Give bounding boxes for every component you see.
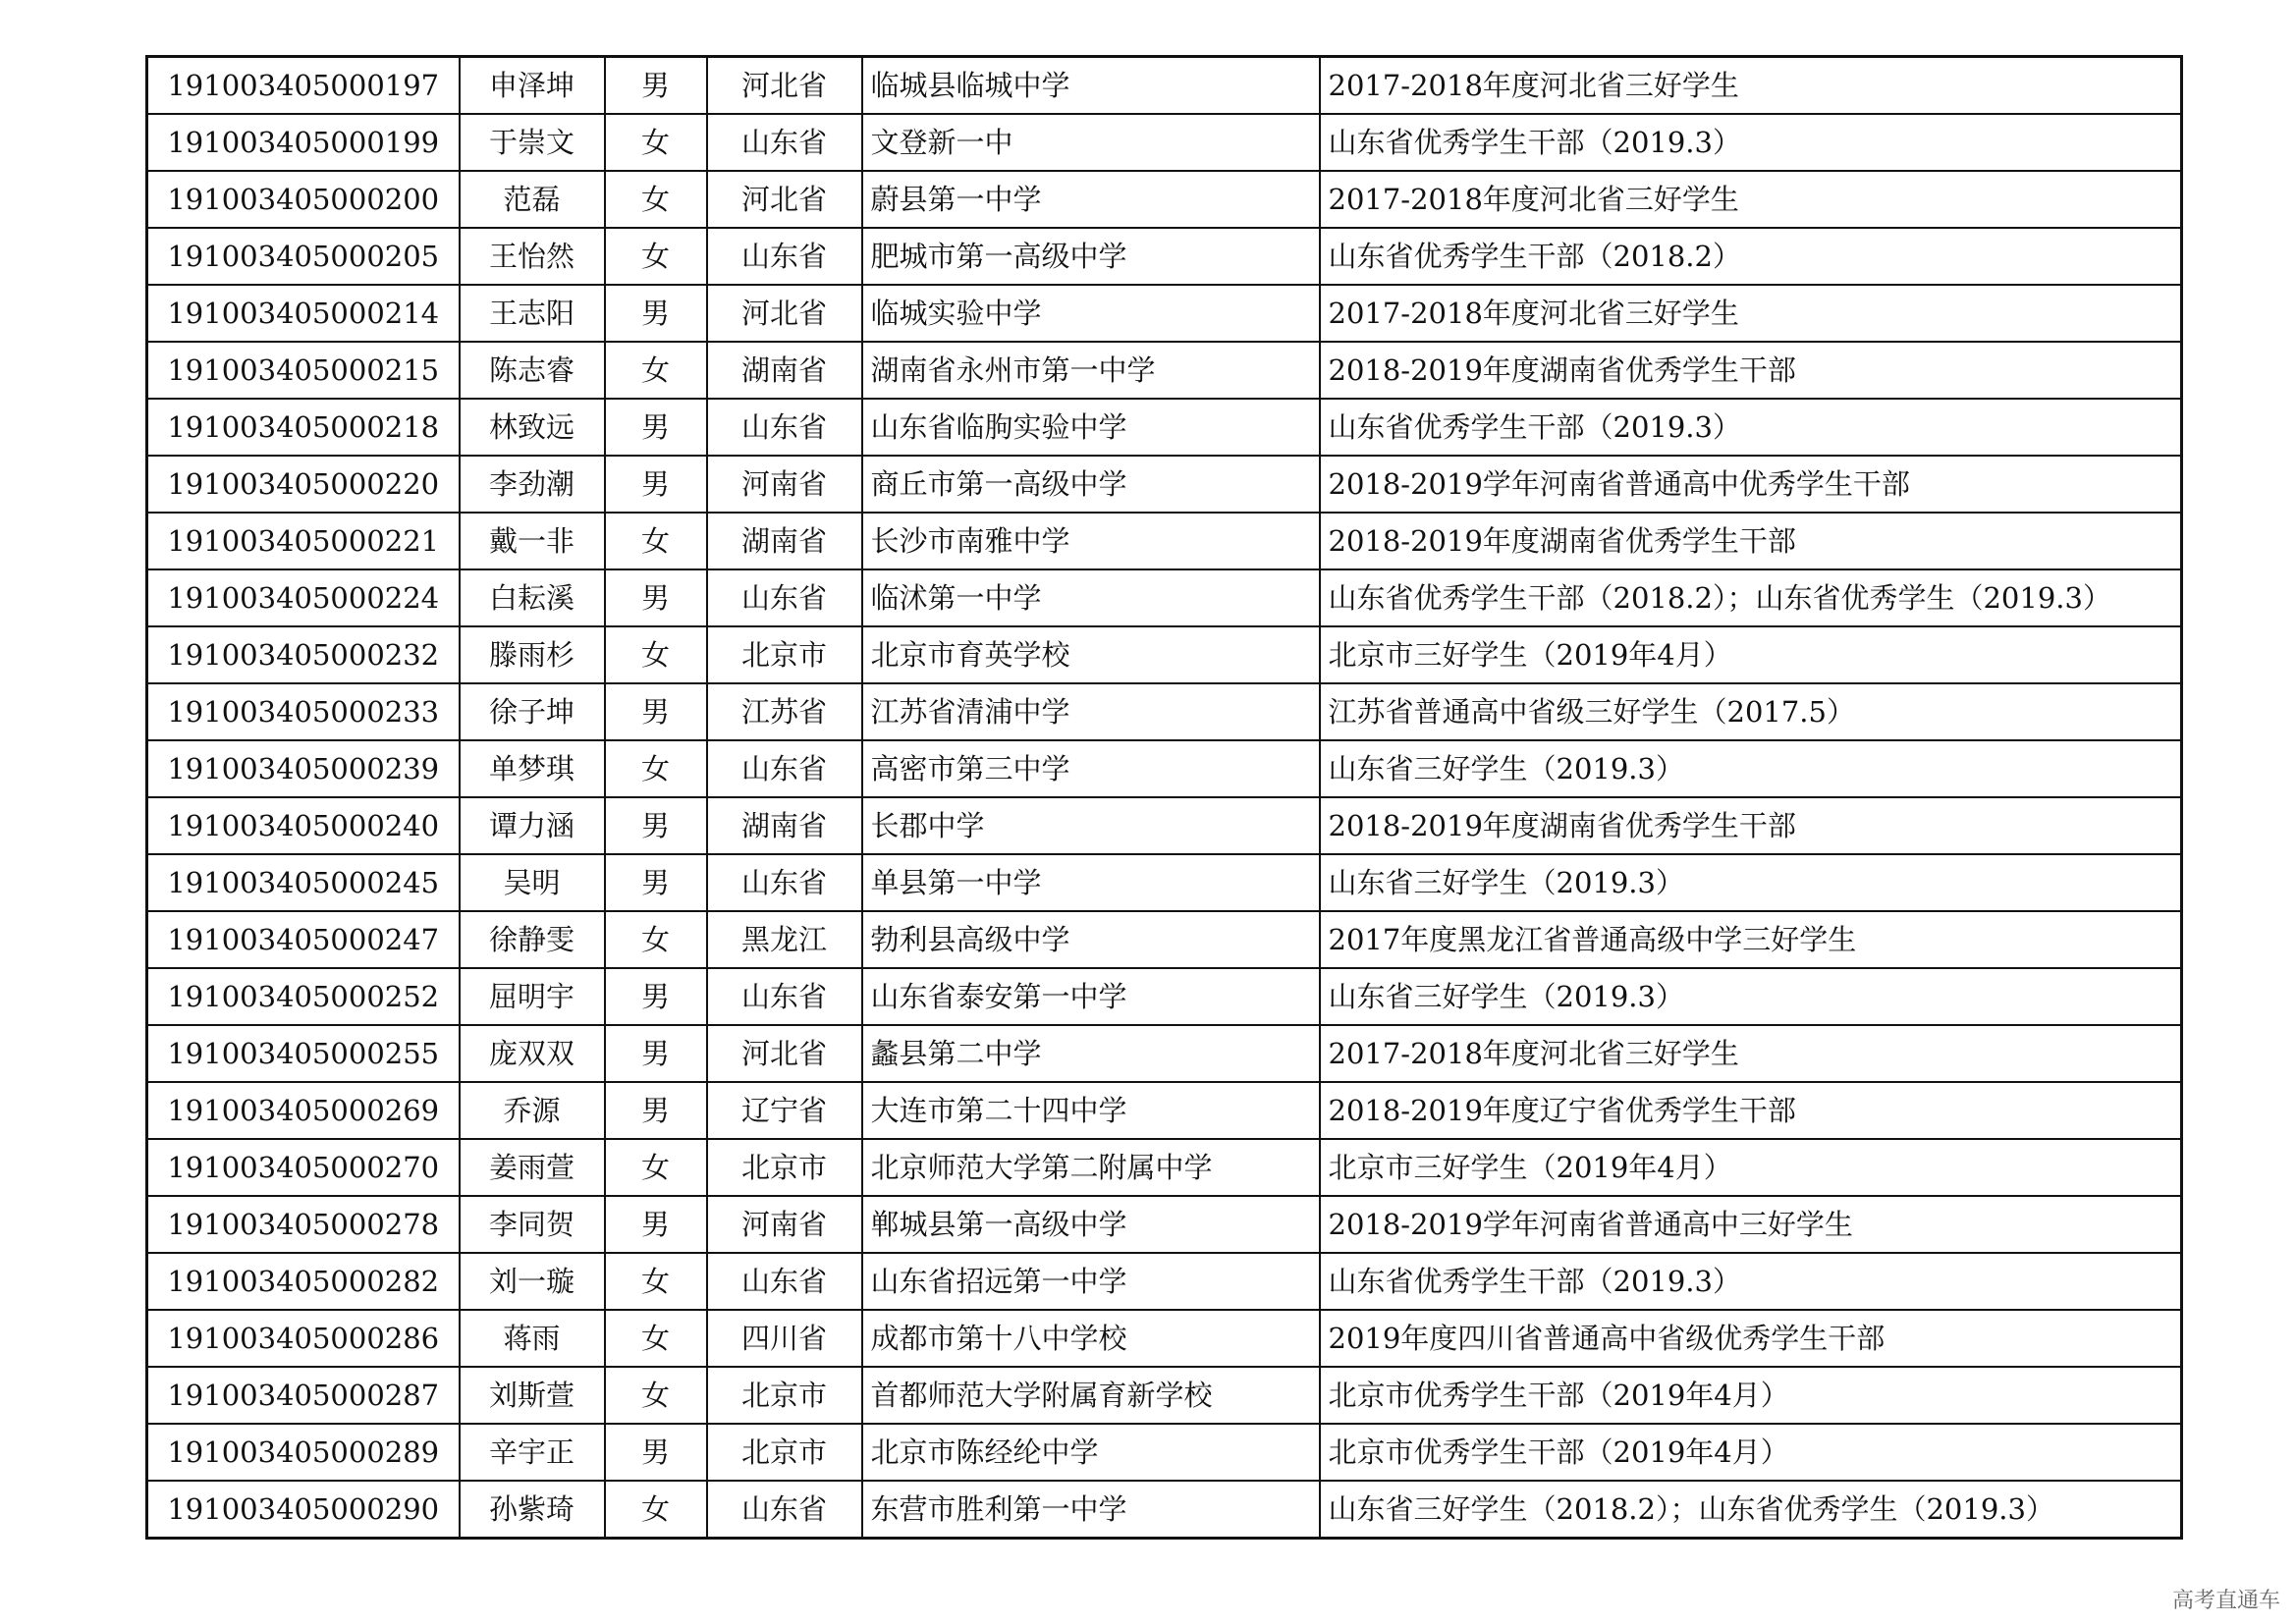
province-cell: 河南省 bbox=[707, 1196, 862, 1253]
school-cell: 勃利县高级中学 bbox=[862, 911, 1320, 968]
student-id-cell: 191003405000269 bbox=[147, 1082, 460, 1139]
province-cell: 北京市 bbox=[707, 626, 862, 683]
province-cell: 河北省 bbox=[707, 171, 862, 228]
table-row bbox=[147, 399, 2182, 456]
gender-cell: 女 bbox=[605, 1481, 707, 1539]
student-id-cell: 191003405000220 bbox=[147, 456, 460, 513]
school-cell: 山东省临朐实验中学 bbox=[862, 399, 1320, 456]
student-id-cell: 191003405000199 bbox=[147, 114, 460, 171]
gender-cell: 男 bbox=[605, 285, 707, 342]
school-cell: 商丘市第一高级中学 bbox=[862, 456, 1320, 513]
award-cell: 2018-2019年度湖南省优秀学生干部 bbox=[1320, 342, 2182, 399]
province-cell: 北京市 bbox=[707, 1424, 862, 1481]
student-id-cell: 191003405000214 bbox=[147, 285, 460, 342]
gender-cell: 女 bbox=[605, 513, 707, 569]
student-id-cell: 191003405000218 bbox=[147, 399, 460, 456]
school-cell: 大连市第二十四中学 bbox=[862, 1082, 1320, 1139]
award-cell: 北京市优秀学生干部（2019年4月） bbox=[1320, 1424, 2182, 1481]
gender-cell: 女 bbox=[605, 626, 707, 683]
gender-cell: 女 bbox=[605, 911, 707, 968]
award-cell: 2018-2019年度湖南省优秀学生干部 bbox=[1320, 513, 2182, 569]
province-cell: 辽宁省 bbox=[707, 1082, 862, 1139]
student-id-cell: 191003405000224 bbox=[147, 569, 460, 626]
school-cell: 郸城县第一高级中学 bbox=[862, 1196, 1320, 1253]
province-cell: 北京市 bbox=[707, 1139, 862, 1196]
student-name-cell: 刘斯萱 bbox=[460, 1367, 605, 1424]
school-cell: 山东省泰安第一中学 bbox=[862, 968, 1320, 1025]
table-row bbox=[147, 456, 2182, 513]
province-cell: 湖南省 bbox=[707, 797, 862, 854]
province-cell: 北京市 bbox=[707, 1367, 862, 1424]
student-id-cell: 191003405000270 bbox=[147, 1139, 460, 1196]
school-cell: 北京市育英学校 bbox=[862, 626, 1320, 683]
province-cell: 湖南省 bbox=[707, 342, 862, 399]
gender-cell: 女 bbox=[605, 740, 707, 797]
province-cell: 山东省 bbox=[707, 968, 862, 1025]
gender-cell: 女 bbox=[605, 1367, 707, 1424]
award-cell: 山东省三好学生（2018.2）；山东省优秀学生（2019.3） bbox=[1320, 1481, 2182, 1539]
province-cell: 河南省 bbox=[707, 456, 862, 513]
table-row bbox=[147, 513, 2182, 569]
student-id-cell: 191003405000287 bbox=[147, 1367, 460, 1424]
province-cell: 湖南省 bbox=[707, 513, 862, 569]
award-cell: 北京市优秀学生干部（2019年4月） bbox=[1320, 1367, 2182, 1424]
student-name-cell: 庞双双 bbox=[460, 1025, 605, 1082]
student-id-cell: 191003405000205 bbox=[147, 228, 460, 285]
student-name-cell: 于崇文 bbox=[460, 114, 605, 171]
award-cell: 2017-2018年度河北省三好学生 bbox=[1320, 1025, 2182, 1082]
province-cell: 山东省 bbox=[707, 1253, 862, 1310]
watermark: 高考直通车 bbox=[2171, 1589, 2280, 1613]
province-cell: 山东省 bbox=[707, 569, 862, 626]
student-name-cell: 乔源 bbox=[460, 1082, 605, 1139]
student-id-cell: 191003405000286 bbox=[147, 1310, 460, 1367]
student-name-cell: 白耘溪 bbox=[460, 569, 605, 626]
student-name-cell: 李同贺 bbox=[460, 1196, 605, 1253]
gender-cell: 男 bbox=[605, 57, 707, 115]
student-name-cell: 屈明宇 bbox=[460, 968, 605, 1025]
student-name-cell: 王怡然 bbox=[460, 228, 605, 285]
school-cell: 长郡中学 bbox=[862, 797, 1320, 854]
student-id-cell: 191003405000232 bbox=[147, 626, 460, 683]
province-cell: 河北省 bbox=[707, 1025, 862, 1082]
student-id-cell: 191003405000289 bbox=[147, 1424, 460, 1481]
gender-cell: 女 bbox=[605, 1139, 707, 1196]
student-id-cell: 191003405000252 bbox=[147, 968, 460, 1025]
school-cell: 蠡县第二中学 bbox=[862, 1025, 1320, 1082]
student-id-cell: 191003405000290 bbox=[147, 1481, 460, 1539]
table-row bbox=[147, 1367, 2182, 1424]
school-cell: 蔚县第一中学 bbox=[862, 171, 1320, 228]
school-cell: 湖南省永州市第一中学 bbox=[862, 342, 1320, 399]
award-cell: 江苏省普通高中省级三好学生（2017.5） bbox=[1320, 683, 2182, 740]
school-cell: 临城县临城中学 bbox=[862, 57, 1320, 115]
award-cell: 2018-2019年度湖南省优秀学生干部 bbox=[1320, 797, 2182, 854]
award-cell: 山东省三好学生（2019.3） bbox=[1320, 740, 2182, 797]
province-cell: 江苏省 bbox=[707, 683, 862, 740]
table-row bbox=[147, 342, 2182, 399]
table-body bbox=[147, 57, 2182, 1539]
table-row bbox=[147, 740, 2182, 797]
student-id-cell: 191003405000197 bbox=[147, 57, 460, 115]
table-row bbox=[147, 797, 2182, 854]
award-cell: 2017-2018年度河北省三好学生 bbox=[1320, 285, 2182, 342]
table-row bbox=[147, 228, 2182, 285]
award-cell: 2019年度四川省普通高中省级优秀学生干部 bbox=[1320, 1310, 2182, 1367]
school-cell: 高密市第三中学 bbox=[862, 740, 1320, 797]
student-id-cell: 191003405000221 bbox=[147, 513, 460, 569]
student-name-cell: 范磊 bbox=[460, 171, 605, 228]
table-row bbox=[147, 57, 2182, 115]
award-cell: 2018-2019年度辽宁省优秀学生干部 bbox=[1320, 1082, 2182, 1139]
table-row bbox=[147, 683, 2182, 740]
table-row bbox=[147, 968, 2182, 1025]
student-name-cell: 申泽坤 bbox=[460, 57, 605, 115]
gender-cell: 男 bbox=[605, 399, 707, 456]
province-cell: 四川省 bbox=[707, 1310, 862, 1367]
award-cell: 2017年度黑龙江省普通高级中学三好学生 bbox=[1320, 911, 2182, 968]
table-row bbox=[147, 1253, 2182, 1310]
table-row bbox=[147, 1196, 2182, 1253]
student-id-cell: 191003405000247 bbox=[147, 911, 460, 968]
student-name-cell: 单梦琪 bbox=[460, 740, 605, 797]
gender-cell: 男 bbox=[605, 1082, 707, 1139]
award-cell: 山东省优秀学生干部（2019.3） bbox=[1320, 114, 2182, 171]
award-cell: 北京市三好学生（2019年4月） bbox=[1320, 1139, 2182, 1196]
province-cell: 山东省 bbox=[707, 399, 862, 456]
student-name-cell: 王志阳 bbox=[460, 285, 605, 342]
province-cell: 山东省 bbox=[707, 228, 862, 285]
province-cell: 山东省 bbox=[707, 740, 862, 797]
table-row bbox=[147, 854, 2182, 911]
school-cell: 文登新一中 bbox=[862, 114, 1320, 171]
table-row bbox=[147, 1481, 2182, 1539]
school-cell: 北京师范大学第二附属中学 bbox=[862, 1139, 1320, 1196]
student-name-cell: 刘一璇 bbox=[460, 1253, 605, 1310]
student-name-cell: 滕雨杉 bbox=[460, 626, 605, 683]
student-name-cell: 李劲潮 bbox=[460, 456, 605, 513]
student-name-cell: 戴一非 bbox=[460, 513, 605, 569]
school-cell: 东营市胜利第一中学 bbox=[862, 1481, 1320, 1539]
student-id-cell: 191003405000200 bbox=[147, 171, 460, 228]
gender-cell: 男 bbox=[605, 854, 707, 911]
student-name-cell: 徐静雯 bbox=[460, 911, 605, 968]
gender-cell: 女 bbox=[605, 114, 707, 171]
school-cell: 江苏省清浦中学 bbox=[862, 683, 1320, 740]
award-cell: 山东省优秀学生干部（2019.3） bbox=[1320, 399, 2182, 456]
gender-cell: 男 bbox=[605, 1196, 707, 1253]
gender-cell: 女 bbox=[605, 342, 707, 399]
student-name-cell: 谭力涵 bbox=[460, 797, 605, 854]
award-cell: 2017-2018年度河北省三好学生 bbox=[1320, 57, 2182, 115]
province-cell: 黑龙江 bbox=[707, 911, 862, 968]
gender-cell: 女 bbox=[605, 1310, 707, 1367]
school-cell: 首都师范大学附属育新学校 bbox=[862, 1367, 1320, 1424]
table-row bbox=[147, 1424, 2182, 1481]
gender-cell: 女 bbox=[605, 1253, 707, 1310]
school-cell: 临沭第一中学 bbox=[862, 569, 1320, 626]
award-cell: 山东省优秀学生干部（2019.3） bbox=[1320, 1253, 2182, 1310]
student-name-cell: 辛宇正 bbox=[460, 1424, 605, 1481]
table-row bbox=[147, 626, 2182, 683]
table-row bbox=[147, 1082, 2182, 1139]
student-name-cell: 徐子坤 bbox=[460, 683, 605, 740]
province-cell: 山东省 bbox=[707, 114, 862, 171]
gender-cell: 女 bbox=[605, 228, 707, 285]
table-row bbox=[147, 911, 2182, 968]
table-row bbox=[147, 171, 2182, 228]
table-row bbox=[147, 1310, 2182, 1367]
award-cell: 山东省优秀学生干部（2018.2） bbox=[1320, 228, 2182, 285]
award-cell: 山东省优秀学生干部（2018.2）；山东省优秀学生（2019.3） bbox=[1320, 569, 2182, 626]
table-row bbox=[147, 114, 2182, 171]
student-award-table bbox=[145, 55, 2183, 1540]
province-cell: 山东省 bbox=[707, 1481, 862, 1539]
table-row bbox=[147, 1139, 2182, 1196]
student-name-cell: 孙紫琦 bbox=[460, 1481, 605, 1539]
gender-cell: 男 bbox=[605, 456, 707, 513]
gender-cell: 男 bbox=[605, 1025, 707, 1082]
student-id-cell: 191003405000278 bbox=[147, 1196, 460, 1253]
student-name-cell: 蒋雨 bbox=[460, 1310, 605, 1367]
table-row bbox=[147, 1025, 2182, 1082]
student-id-cell: 191003405000233 bbox=[147, 683, 460, 740]
award-cell: 2018-2019学年河南省普通高中优秀学生干部 bbox=[1320, 456, 2182, 513]
student-id-cell: 191003405000282 bbox=[147, 1253, 460, 1310]
school-cell: 长沙市南雅中学 bbox=[862, 513, 1320, 569]
gender-cell: 男 bbox=[605, 1424, 707, 1481]
gender-cell: 女 bbox=[605, 171, 707, 228]
student-name-cell: 姜雨萱 bbox=[460, 1139, 605, 1196]
student-id-cell: 191003405000245 bbox=[147, 854, 460, 911]
award-cell: 山东省三好学生（2019.3） bbox=[1320, 968, 2182, 1025]
gender-cell: 男 bbox=[605, 569, 707, 626]
award-cell: 2018-2019学年河南省普通高中三好学生 bbox=[1320, 1196, 2182, 1253]
student-id-cell: 191003405000240 bbox=[147, 797, 460, 854]
student-id-cell: 191003405000239 bbox=[147, 740, 460, 797]
table-row bbox=[147, 569, 2182, 626]
award-cell: 北京市三好学生（2019年4月） bbox=[1320, 626, 2182, 683]
student-name-cell: 林致远 bbox=[460, 399, 605, 456]
student-name-cell: 陈志睿 bbox=[460, 342, 605, 399]
school-cell: 单县第一中学 bbox=[862, 854, 1320, 911]
school-cell: 山东省招远第一中学 bbox=[862, 1253, 1320, 1310]
school-cell: 成都市第十八中学校 bbox=[862, 1310, 1320, 1367]
table-row bbox=[147, 285, 2182, 342]
student-id-cell: 191003405000255 bbox=[147, 1025, 460, 1082]
school-cell: 肥城市第一高级中学 bbox=[862, 228, 1320, 285]
gender-cell: 男 bbox=[605, 683, 707, 740]
school-cell: 北京市陈经纶中学 bbox=[862, 1424, 1320, 1481]
student-id-cell: 191003405000215 bbox=[147, 342, 460, 399]
school-cell: 临城实验中学 bbox=[862, 285, 1320, 342]
province-cell: 河北省 bbox=[707, 285, 862, 342]
student-name-cell: 吴明 bbox=[460, 854, 605, 911]
award-cell: 山东省三好学生（2019.3） bbox=[1320, 854, 2182, 911]
gender-cell: 男 bbox=[605, 797, 707, 854]
province-cell: 山东省 bbox=[707, 854, 862, 911]
gender-cell: 男 bbox=[605, 968, 707, 1025]
province-cell: 河北省 bbox=[707, 57, 862, 115]
award-cell: 2017-2018年度河北省三好学生 bbox=[1320, 171, 2182, 228]
